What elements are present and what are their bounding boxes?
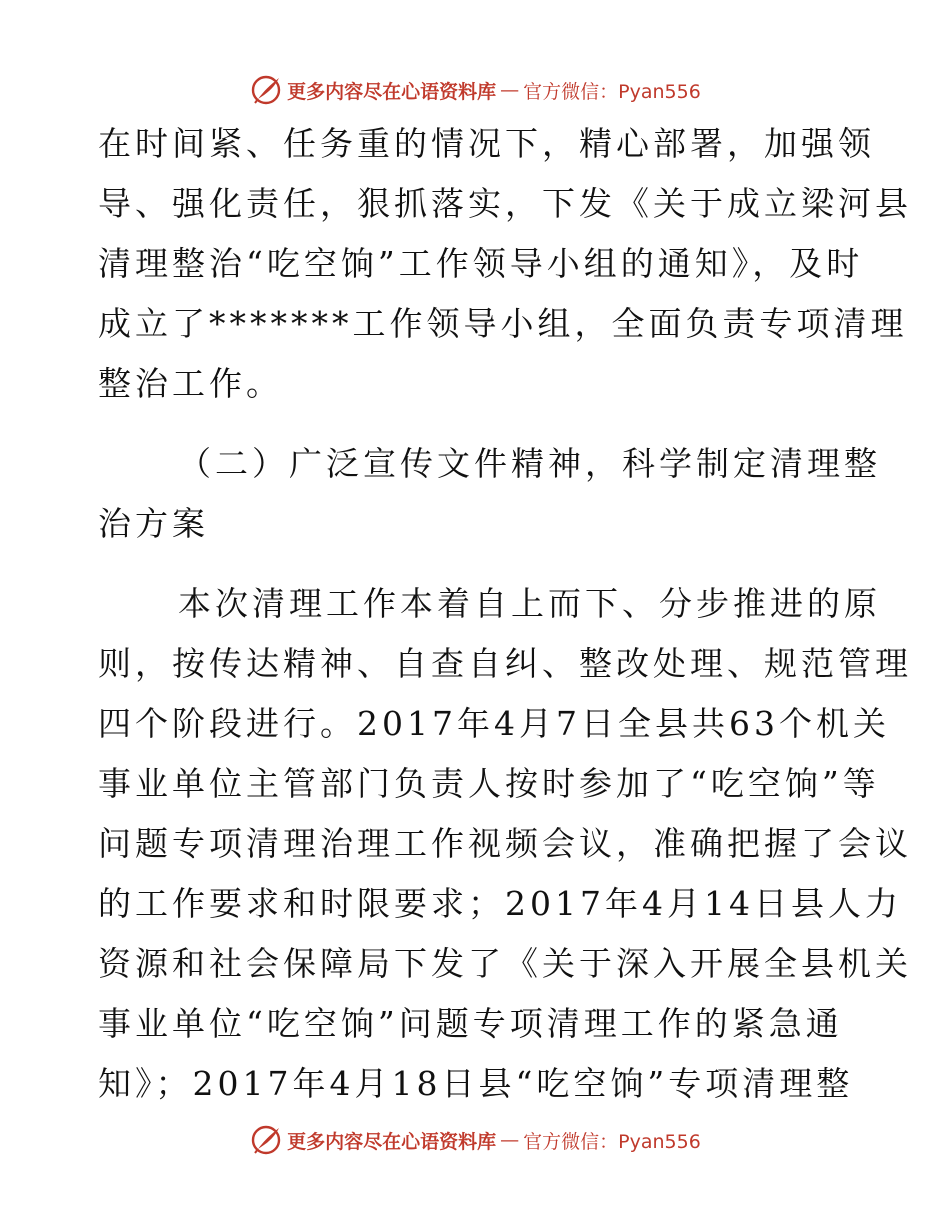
feather-pen-logo-icon — [249, 73, 283, 107]
document-body — [98, 114, 912, 1114]
text-line: 的工作要求和时限要求；2017年4月14日县人力 — [98, 884, 902, 923]
text-line: 整治工作。 — [98, 364, 283, 403]
heading-line: （二）广泛宣传文件精神，科学制定清理整 — [178, 444, 881, 483]
watermark-dash: — — [500, 1129, 520, 1151]
watermark-dash: — — [500, 79, 520, 101]
watermark-wechat: 官方微信：Pyan556 — [523, 1130, 701, 1153]
text-line: 知》；2017年4月18日县“吃空饷”专项清理整 — [98, 1064, 854, 1103]
text-line: 则，按传达精神、自查自纠、整改处理、规范管理 — [98, 644, 912, 683]
section-heading-2 — [98, 434, 881, 554]
text-line: 导、强化责任，狠抓落实，下发《关于成立梁河县 — [98, 184, 912, 223]
header-watermark — [0, 72, 950, 108]
paragraph-leadership — [98, 114, 912, 414]
heading-line: 治方案 — [98, 504, 209, 543]
text-line: 四个阶段进行。2017年4月7日全县共63个机关 — [98, 704, 890, 743]
paragraph-cleanup-work — [98, 574, 912, 1114]
text-line: 本次清理工作本着自上而下、分步推进的原 — [178, 584, 881, 623]
watermark-text: 更多内容尽在心语资料库 — [287, 1130, 497, 1153]
watermark-wechat: 官方微信：Pyan556 — [523, 80, 701, 103]
text-line: 事业单位主管部门负责人按时参加了“吃空饷”等 — [98, 764, 880, 803]
watermark-text: 更多内容尽在心语资料库 — [287, 80, 497, 103]
text-line: 事业单位“吃空饷”问题专项清理工作的紧急通 — [98, 1004, 843, 1043]
feather-pen-logo-icon — [249, 1123, 283, 1157]
text-line: 清理整治“吃空饷”工作领导小组的通知》，及时 — [98, 244, 864, 283]
text-line: 在时间紧、任务重的情况下，精心部署，加强领 — [98, 124, 875, 163]
text-line: 资源和社会保障局下发了《关于深入开展全县机关 — [98, 944, 912, 983]
text-line: 问题专项清理治理工作视频会议，准确把握了会议 — [98, 824, 912, 863]
text-line: 成立了*******工作领导小组，全面负责专项清理 — [98, 304, 908, 343]
footer-watermark — [0, 1122, 950, 1158]
